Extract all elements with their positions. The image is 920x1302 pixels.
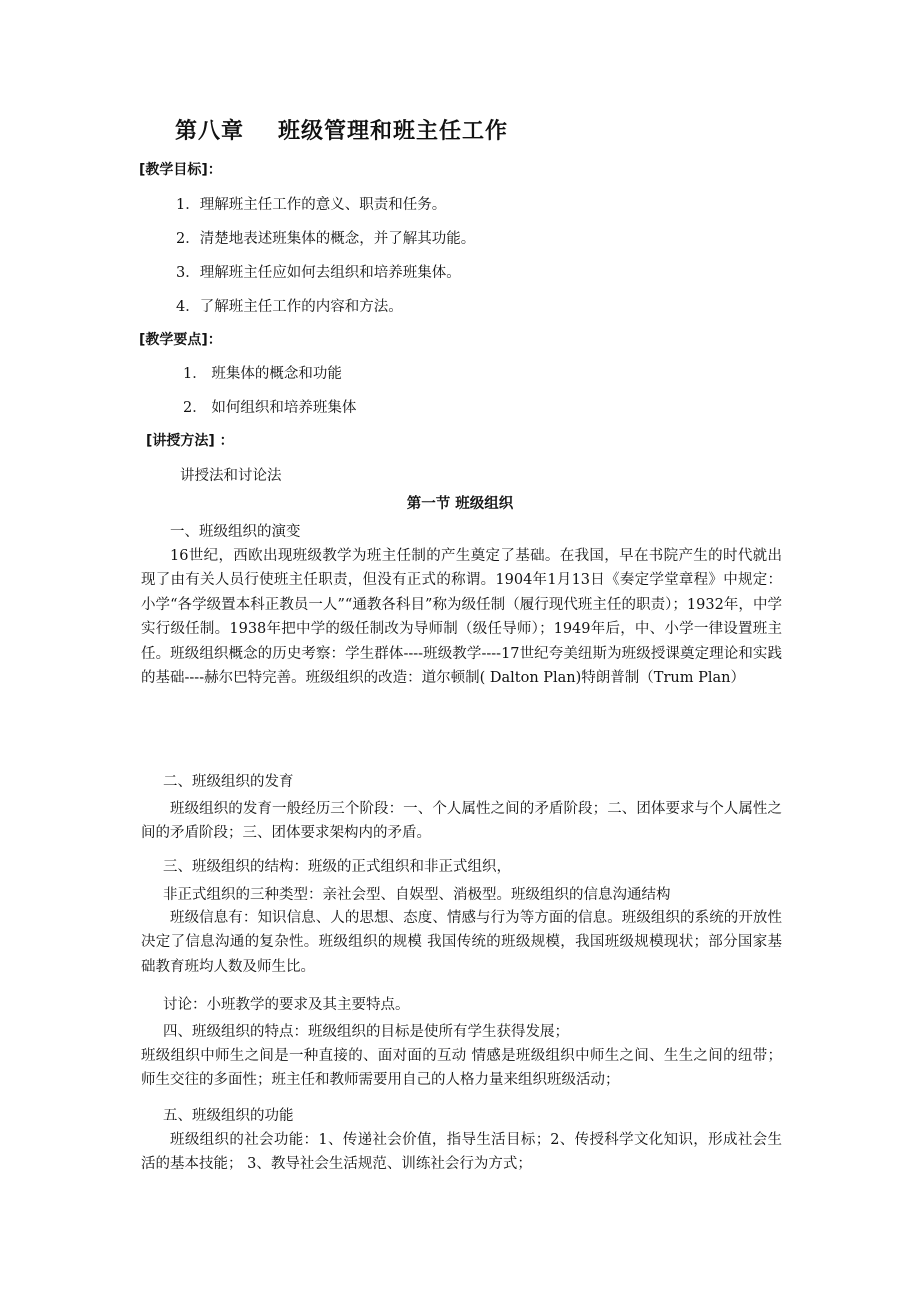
heading-structure: 三、班级组织的结构：班级的正式组织和非正式组织， (163, 859, 511, 875)
heading-functions: 五、班级组织的功能 (163, 1108, 294, 1124)
paragraph-information: 班级信息有：知识信息、人的思想、态度、情感与行为等方面的信息。班级组织的系统的开放性决定了信息沟通的复杂性。班级组织的规模 我国传统的班级规模，我国班级规模现状；部分国家基础教育班均人数及师生比。 (141, 910, 782, 975)
chapter-title (175, 114, 508, 145)
keypoints-label: [教学要点]： (139, 332, 222, 348)
objective-item-1: 1．理解班主任工作的意义、职责和任务。 (176, 197, 447, 213)
objective-item-2: 2．清楚地表述班集体的概念，并了解其功能。 (176, 231, 476, 247)
paragraph-evolution: 16世纪，西欧出现班级教学为班主任制的产生奠定了基础。在我国，早在书院产生的时代就出现了由有关人员行使班主任职责，但没有正式的称谓。1904年1月13日《奏定学堂章程》中规定：小学“各学级置本科正教员一人”“通教各科目”称为级任制（履行现代班主任的职责）；1932年，中学实行级任制。1938年把中学的级任制改为导师制（级任导师）；1949年后，中、小学一律设置班主任。班级组织概念的历史考察：学生群体----班级教学----17世纪夸美纽斯为班级授课奠定理论和实践的基础----赫尔巴特完善。班级组织的改造：道尔顿制( Dalton Plan)特朗普制（Trum Plan） (141, 548, 782, 687)
method-label: [讲授方法] ： (146, 433, 234, 449)
paragraph-discussion: 讨论：小班教学的要求及其主要特点。 (163, 997, 410, 1013)
keypoint-item-1: 1． 班集体的概念和功能 (183, 366, 342, 382)
paragraph-functions: 班级组织的社会功能：1、传递社会价值，指导生活目标；2、传授科学文化知识，形成社会生活的基本技能； 3、教导社会生活规范、训练社会行为方式； (141, 1132, 782, 1173)
objective-item-3: 3．理解班主任应如何去组织和培养班集体。 (176, 265, 461, 281)
objective-item-4: 4．了解班主任工作的内容和方法。 (176, 299, 403, 315)
keypoint-item-2: 2． 如何组织和培养班集体 (183, 400, 357, 416)
objectives-label: [教学目标]： (139, 162, 222, 178)
paragraph-informal-types: 非正式组织的三种类型：亲社会型、自娱型、消极型。班级组织的信息沟通结构 (163, 887, 671, 903)
heading-features: 四、班级组织的特点：班级组织的目标是使所有学生获得发展； (163, 1024, 569, 1040)
paragraph-features: 班级组织中师生之间是一种直接的、面对面的互动 情感是班级组织中师生之间、生生之间的纽带；师生交往的多面性；班主任和教师需要用自己的人格力量来组织班级活动； (141, 1048, 782, 1089)
heading-evolution: 一、班级组织的演变 (170, 524, 301, 540)
paragraph-development: 班级组织的发育一般经历三个阶段：一、个人属性之间的矛盾阶段；二、团体要求与个人属性之间的矛盾阶段；三、团体要求架构内的矛盾。 (141, 801, 782, 842)
method-text: 讲授法和讨论法 (180, 468, 282, 484)
section-title: 第一节 班级组织 (406, 496, 514, 512)
heading-development: 二、班级组织的发育 (163, 774, 294, 790)
chapter-number: 第八章 (175, 119, 245, 144)
chapter-name: 班级管理和班主任工作 (278, 119, 509, 144)
